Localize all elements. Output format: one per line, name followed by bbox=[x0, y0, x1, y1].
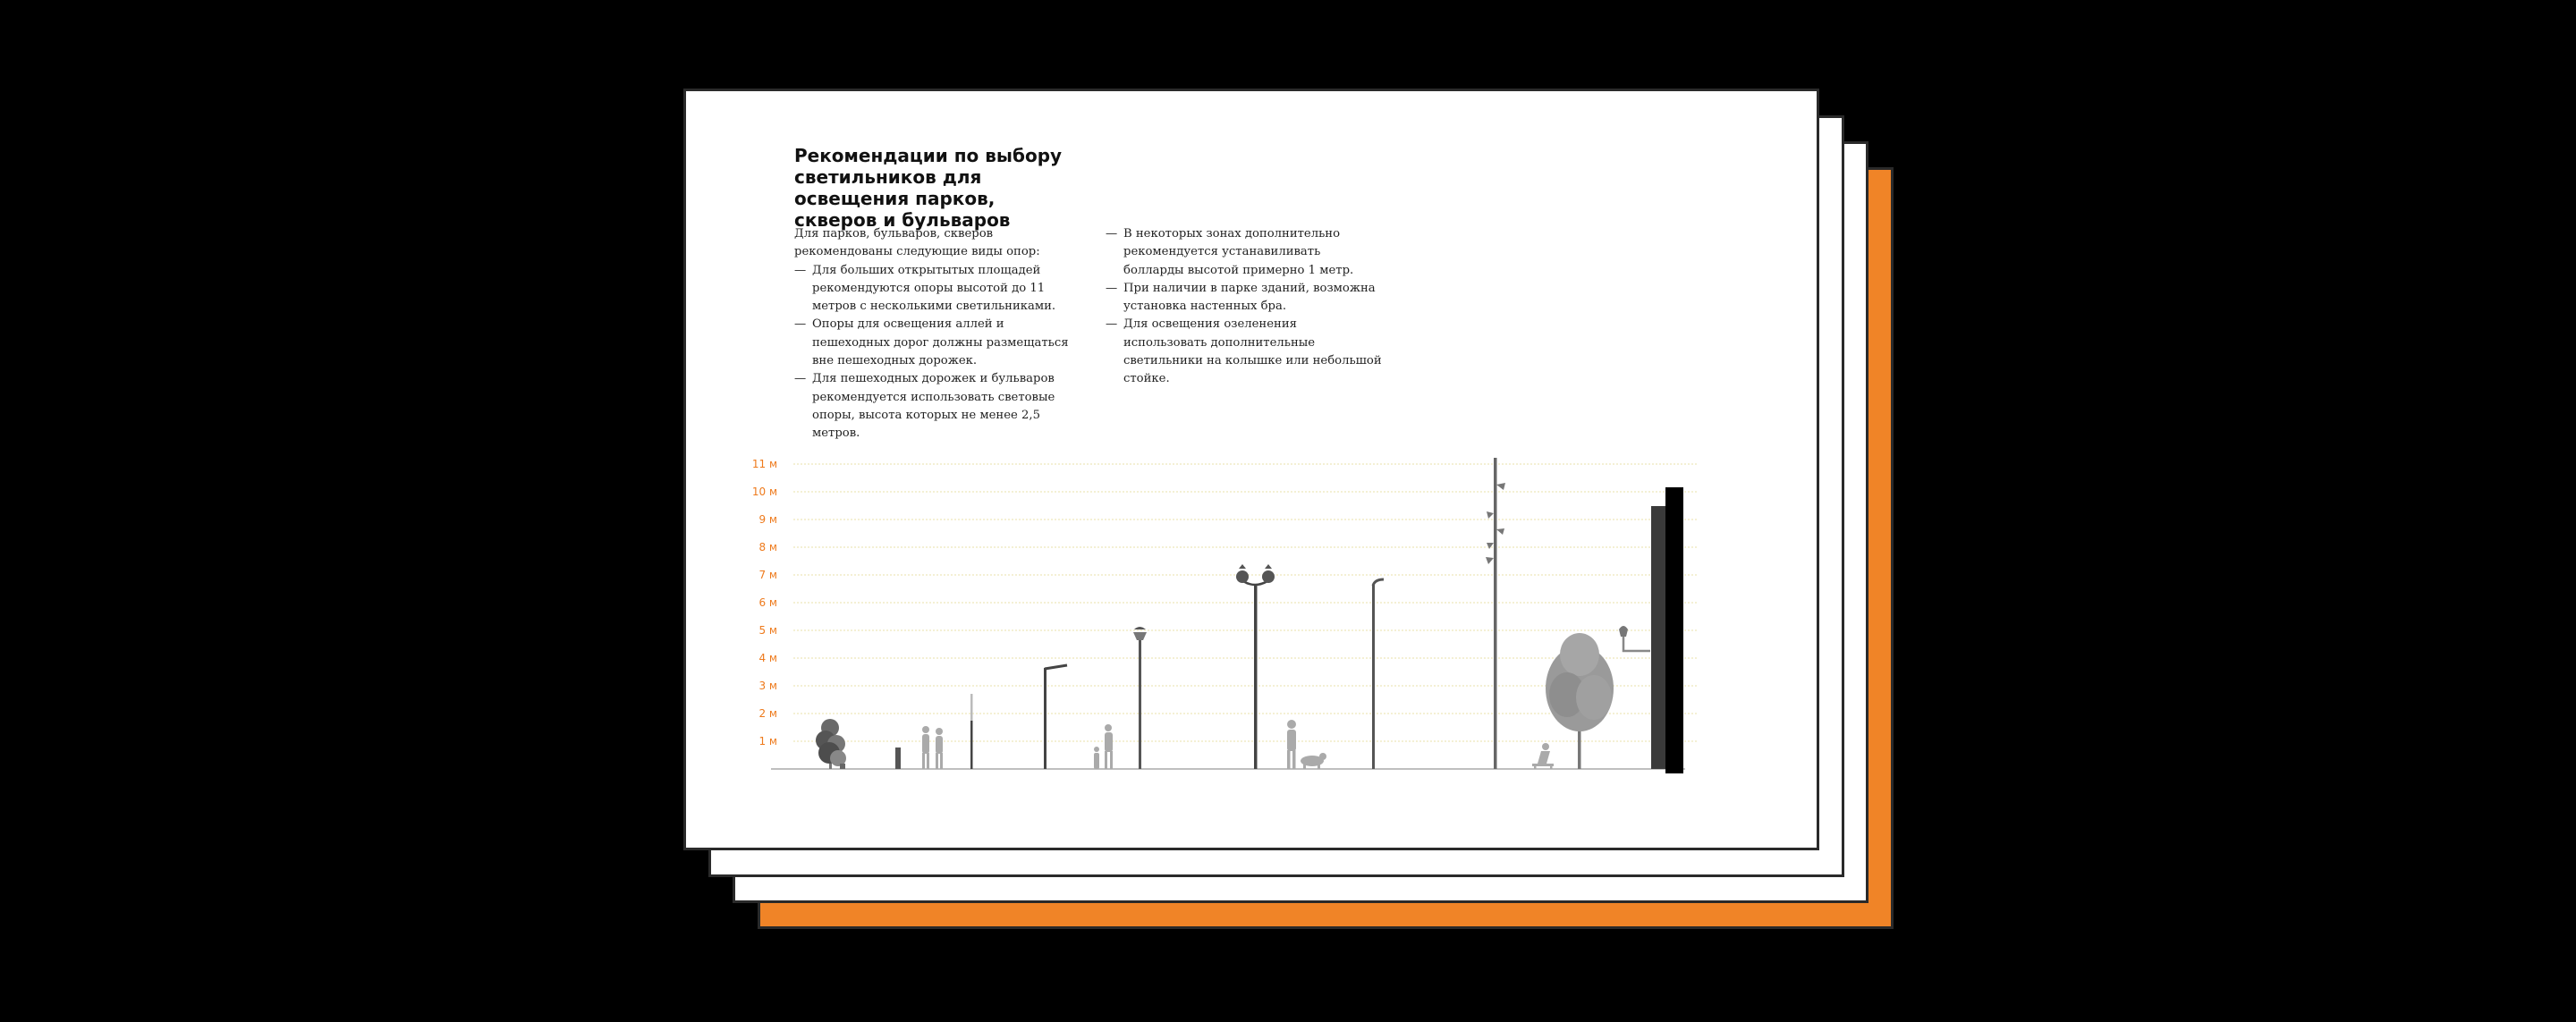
tick-label-7: 7 м bbox=[758, 569, 777, 581]
list-item: — В некоторых зонах дополнительно рекомендуется устанавиливать болларды высотой примерно 1 метр. bbox=[1106, 225, 1383, 280]
list-item: — Для больших открытытых площадей рекомендуются опоры высотой до 11 метров с несколькими светильниками. bbox=[794, 262, 1080, 317]
curved-pole-illustration bbox=[1044, 665, 1067, 769]
short-post-illustration bbox=[970, 694, 973, 769]
list-item: — Опоры для освещения аллей и пешеходных дорог должны размещаться вне пешеходных дорожек. bbox=[794, 316, 1080, 370]
tick-label-11: 11 м bbox=[751, 458, 777, 470]
lantern-pole-illustration bbox=[1133, 627, 1147, 769]
tick-label-10: 10 м bbox=[751, 486, 777, 498]
tick-label-5: 5 м bbox=[758, 624, 777, 637]
bollard-illustration bbox=[895, 747, 901, 769]
family-illustration bbox=[1094, 724, 1113, 769]
tick-label-6: 6 м bbox=[758, 596, 777, 609]
pedestrians-illustration bbox=[922, 726, 943, 769]
tick-label-1: 1 м bbox=[758, 735, 777, 747]
intro-paragraph: Для парков, бульваров, скверов рекомендованы следующие виды опор: bbox=[794, 227, 1040, 259]
tick-label-9: 9 м bbox=[758, 513, 777, 526]
tick-label-2: 2 м bbox=[758, 707, 777, 720]
tick-label-8: 8 м bbox=[758, 541, 777, 553]
double-lantern-pole-illustration bbox=[1236, 564, 1275, 769]
page-title: Рекомендации по выбору светильников для освещения парков, скверов и бульваров bbox=[794, 145, 1063, 231]
tick-label-3: 3 м bbox=[758, 680, 777, 692]
cantilever-pole-illustration bbox=[1372, 579, 1384, 769]
page-front bbox=[683, 89, 1819, 850]
small-shrub-illustration bbox=[816, 719, 846, 769]
height-tick-labels bbox=[752, 458, 777, 747]
list-item: — Для освещения озеленения использовать дополнительные светильники на колышке или небольшой стойке. bbox=[1106, 316, 1383, 388]
list-item: — При наличии в парке зданий, возможна установка настенных бра. bbox=[1106, 280, 1383, 317]
list-item: — Для пешеходных дорожек и бульваров рекомендуется использовать световые опоры, высота которых не менее 2,5 метров. bbox=[794, 370, 1080, 443]
tick-label-4: 4 м bbox=[758, 652, 777, 664]
seated-person-illustration bbox=[1532, 743, 1554, 769]
tall-multi-light-pole-illustration bbox=[1486, 458, 1505, 769]
tree-illustration bbox=[1546, 633, 1614, 769]
height-scale-diagram bbox=[686, 91, 1817, 848]
person-with-dog-illustration bbox=[1287, 720, 1326, 769]
